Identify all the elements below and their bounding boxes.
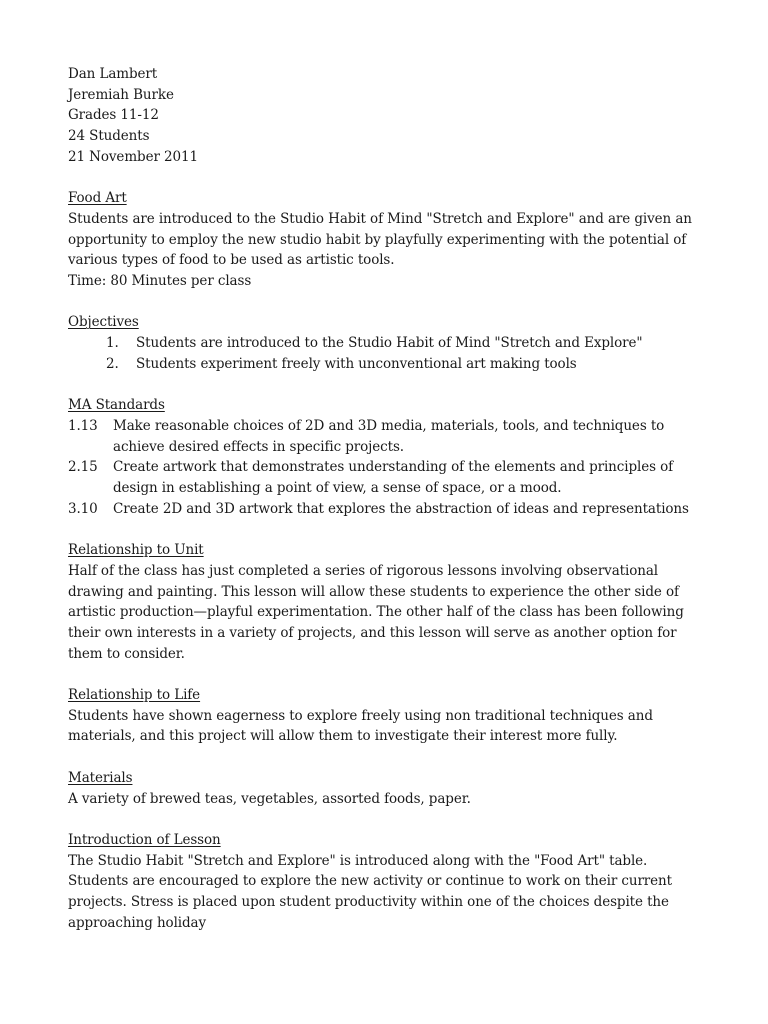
standard-text: Create 2D and 3D artwork that explores the abstraction of ideas and representations: [113, 500, 689, 517]
materials-heading: Materials: [68, 769, 133, 786]
objective-item: [68, 354, 708, 375]
objective-number: 1.: [106, 335, 119, 352]
standard-text: Make reasonable choices of 2D and 3D media, materials, tools, and techniques to achieve desired effects in specific projects.: [113, 417, 665, 455]
lesson-date: 21 November 2011: [68, 148, 198, 165]
standard-item: [68, 416, 708, 457]
standards-list: [68, 416, 708, 520]
food-art-heading: Food Art: [68, 190, 127, 207]
student-count: 24 Students: [68, 128, 150, 145]
grades: Grades 11-12: [68, 107, 159, 124]
standard-text: Create artwork that demonstrates understanding of the elements and principles of design in establishing a point of view, a sense of space, or a mood.: [113, 459, 674, 497]
class-time: Time: 80 Minutes per class: [68, 273, 252, 290]
food-art-description: Students are introduced to the Studio Habit of Mind "Stretch and Explore" and are given an opportunity to employ the new studio habit by playfully experimenting with the potential of various types of food to be used as artistic tools.: [68, 210, 692, 269]
relationship-to-life-body: Students have shown eagerness to explore freely using non traditional techniques and materials, and this project will allow them to investigate their interest more fully.: [68, 707, 653, 745]
objective-item: [68, 333, 708, 354]
standard-code: 1.13: [68, 417, 98, 434]
relationship-to-unit-section: [68, 540, 708, 664]
ma-standards-heading: MA Standards: [68, 397, 165, 414]
standard-item: [68, 457, 708, 498]
relationship-to-life-section: [68, 685, 708, 747]
objective-number: 2.: [106, 355, 119, 372]
objective-text: Students experiment freely with unconventional art making tools: [136, 355, 577, 372]
teacher-name-1: Dan Lambert: [68, 66, 158, 82]
introduction-section: [68, 830, 708, 934]
relationship-to-life-heading: Relationship to Life: [68, 687, 201, 704]
teacher-name-2: Jeremiah Burke: [68, 86, 174, 103]
standard-code: 2.15: [68, 459, 98, 476]
introduction-body: The Studio Habit "Stretch and Explore" is introduced along with the "Food Art" table. Students are encouraged to explore the new activity or continue to work on their current projects. Stress is placed upon student productivity within one of the choices despite the approaching holiday: [68, 852, 672, 931]
ma-standards-section: [68, 395, 708, 519]
relationship-to-unit-heading: Relationship to Unit: [68, 542, 204, 559]
materials-section: [68, 768, 708, 809]
objectives-heading: Objectives: [68, 314, 139, 331]
standard-code: 3.10: [68, 500, 98, 517]
introduction-heading: Introduction of Lesson: [68, 831, 221, 848]
objective-text: Students are introduced to the Studio Habit of Mind "Stretch and Explore": [136, 335, 643, 352]
materials-body: A variety of brewed teas, vegetables, assorted foods, paper.: [68, 790, 471, 807]
objectives-section: [68, 312, 708, 374]
objectives-list: [68, 333, 708, 374]
relationship-to-unit-body: Half of the class has just completed a series of rigorous lessons involving observational drawing and painting. This lesson will allow these students to experience the other side of artistic production—playful experimentation. The other half of the class has been following their own interests in a variety of projects, and this lesson will serve as another option for them to consider.: [68, 562, 684, 662]
standard-item: [68, 499, 708, 520]
document-page: [68, 64, 708, 933]
food-art-section: [68, 188, 708, 292]
